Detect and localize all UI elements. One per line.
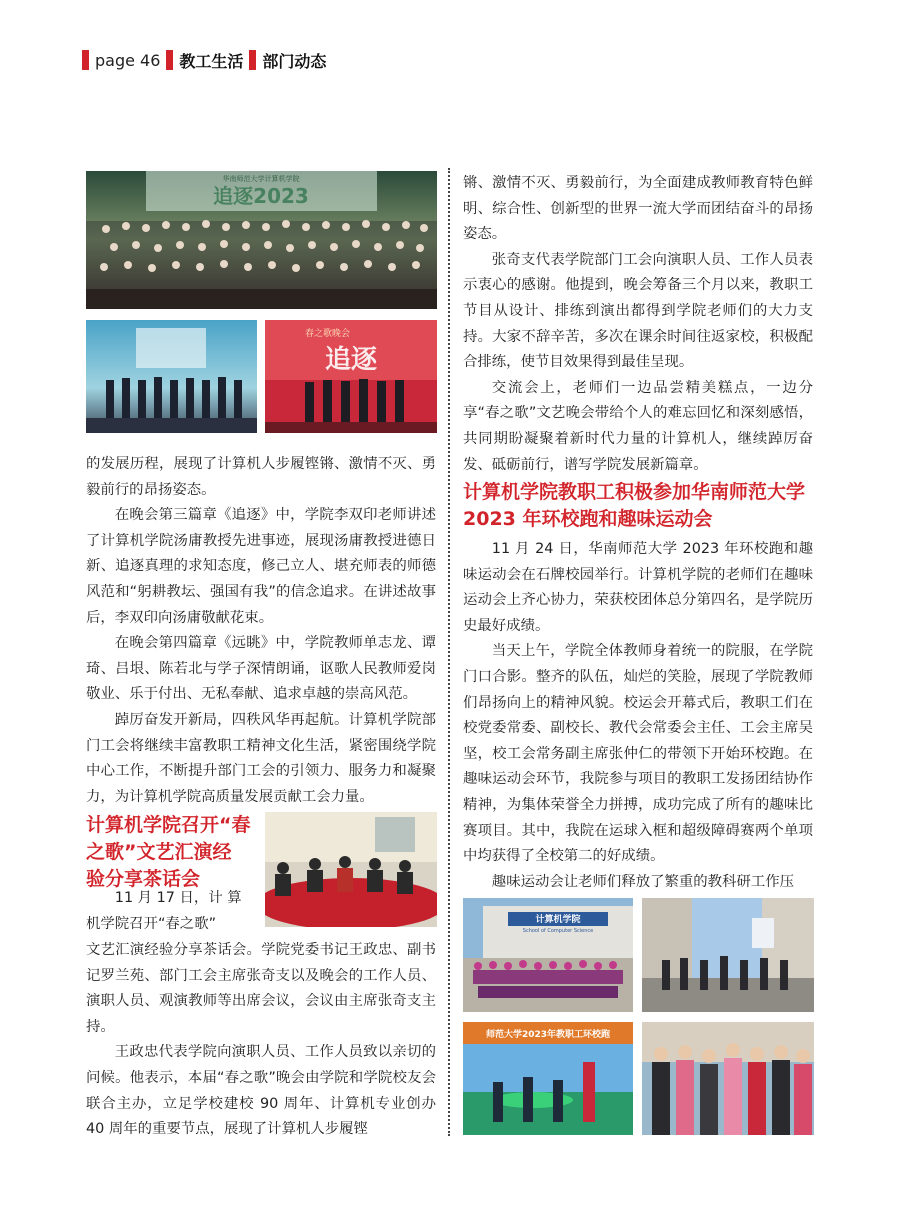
subsection-title: 部门动态 <box>262 51 327 71</box>
game-banner-text: 师范大学2023年教职工环校跑 <box>485 1030 611 1040</box>
game-photo <box>463 1022 633 1135</box>
tea-meeting-text-top <box>86 886 258 937</box>
school-group-photo <box>463 898 633 1012</box>
gala-award-photo <box>265 320 437 433</box>
heading-line: 计算机学院教职工积极参加华南师范大学 <box>463 481 806 503</box>
page-header <box>82 49 332 71</box>
paragraph-line: 机学院召开“春之歌” <box>86 915 217 932</box>
tea-meeting-photo <box>265 812 437 927</box>
gala-stage-photo <box>86 320 257 433</box>
paragraph: 趣味运动会让老师们释放了繁重的教科研工作压 <box>491 873 795 890</box>
running-photo <box>642 898 814 1012</box>
paragraph: 交流会上，老师们一边品尝精美糕点，一边分享“春之歌”文艺晚会带给个人的难忘回忆和深刻感悟，共同期盼凝聚着新时代力量的计算机人，继续踔厉奋发、砥砺前行，谱写学院发展新篇章。 <box>463 379 813 473</box>
heading-line: 2023 年环校跑和趣味运动会 <box>463 508 713 530</box>
paragraph-line: 11 月 17 日，计 算 <box>114 890 242 906</box>
paragraph: 踔厉奋发开新局，四秩风华再起航。计算机学院部门工会将继续丰富教职工精神文化生活，紧密围绕学院中心工作，不断提升部门工会的引领力、服务力和凝聚力，为计算机学院高质量发展贡献工会力量。 <box>86 711 436 805</box>
right-column-text <box>463 171 813 478</box>
column-divider <box>448 168 450 1136</box>
page-number: page 46 <box>95 50 161 70</box>
section-title: 教工生活 <box>179 51 244 71</box>
tea-meeting-text <box>86 938 436 1143</box>
paragraph: 在晚会第四篇章《远眺》中，学院教师单志龙、谭琦、吕垠、陈若北与学子深情朗诵，讴歌人民教师爱岗敬业、乐于付出、无私奉献、追求卓越的崇高风范。 <box>86 635 436 703</box>
heading-line: 之歌”文艺汇演经 <box>86 841 232 863</box>
header-bar <box>249 50 256 70</box>
header-bar <box>82 50 89 70</box>
gala-group-photo <box>86 171 437 309</box>
banner-text: 华南师范大学计算机学院 <box>222 175 300 183</box>
paragraph: 文艺汇演经验分享茶话会。学院党委书记王政忠、副书记罗兰苑、部门工会主席张奇支以及晚会的工作人员、演职人员、观演教师等出席会议，会议由主席张奇支主持。 <box>86 942 436 1035</box>
award-banner-text: 春之歌晚会 <box>305 329 351 339</box>
paragraph: 锵、激情不灭、勇毅前行，为全面建成教师教育特色鲜明、综合性、创新型的世界一流大学而团结奋斗的昂扬姿态。 <box>463 175 813 243</box>
building-sign-en: School of Computer Science <box>522 928 594 934</box>
header-bar <box>166 50 173 70</box>
paragraph: 11 月 24 日，华南师范大学 2023 年环校跑和趣味运动会在石牌校园举行。计算机学院的老师们在趣味运动会上齐心协力，荣获校团体总分第四名，是学院历史最好成绩。 <box>463 541 813 634</box>
paragraph: 当天上午，学院全体教师身着统一的院服，在学院门口合影。整齐的队伍，灿烂的笑脸，展现了学院教师们昂扬向上的精神风貌。校运会开幕式后，教职工们在校党委常委、副校长、教代会常委会主任、工会主席吴坚，校工会常务副主席张仲仁的带领下开始环校跑。在趣味运动会环节，我院参与项目的教职工发扬团结协作精神，为集体荣誉全力拼搏，成功完成了所有的趣味比赛项目。其中，我院在运球入框和超级障碍赛两个单项中均获得了全校第二的好成绩。 <box>463 643 813 865</box>
paragraph: 在晚会第三篇章《追逐》中，学院李双印老师讲述了计算机学院汤庸教授先进事迹，展现汤庸教授进德日新、追逐真理的求知态度，修己立人、堪充师表的师德风范和“躬耕教坛、强国有我”的信念追求。在讲述故事后，李双印向汤庸敬献花束。 <box>86 507 436 626</box>
heading-line: 验分享茶话会 <box>86 868 201 890</box>
paragraph: 王政忠代表学院向演职人员、工作人员致以亲切的问候。他表示，本届“春之歌”晚会由学院和学院校友会联合主办，立足学校建校 90 周年、计算机专业创办 40 周年的重要节点，展现了计算机人步履铿 <box>86 1044 436 1138</box>
article-heading-tea-meeting <box>86 812 258 893</box>
teachers-photo <box>642 1022 814 1135</box>
building-sign-text: 计算机学院 <box>535 915 581 925</box>
paragraph: 的发展历程，展现了计算机人步履铿锵、激情不灭、勇毅前行的昂扬姿态。 <box>86 456 436 498</box>
heading-line: 计算机学院召开“春 <box>86 814 251 836</box>
paragraph: 张奇支代表学院部门工会向演职人员、工作人员表示衷心的感谢。他提到，晚会筹备三个月以来，教职工节目从设计、排练到演出都得到学院老师们的大力支持。大家不辞辛苦，多次在课余时间往返家校，积极配合排练，使节目效果得到最佳呈现。 <box>463 251 813 371</box>
award-big-text: 追逐 <box>324 345 378 375</box>
left-column-text <box>86 452 436 810</box>
sports-text <box>463 537 813 895</box>
banner-big-text: 追逐2023 <box>213 184 309 208</box>
article-heading-sports <box>463 479 823 533</box>
